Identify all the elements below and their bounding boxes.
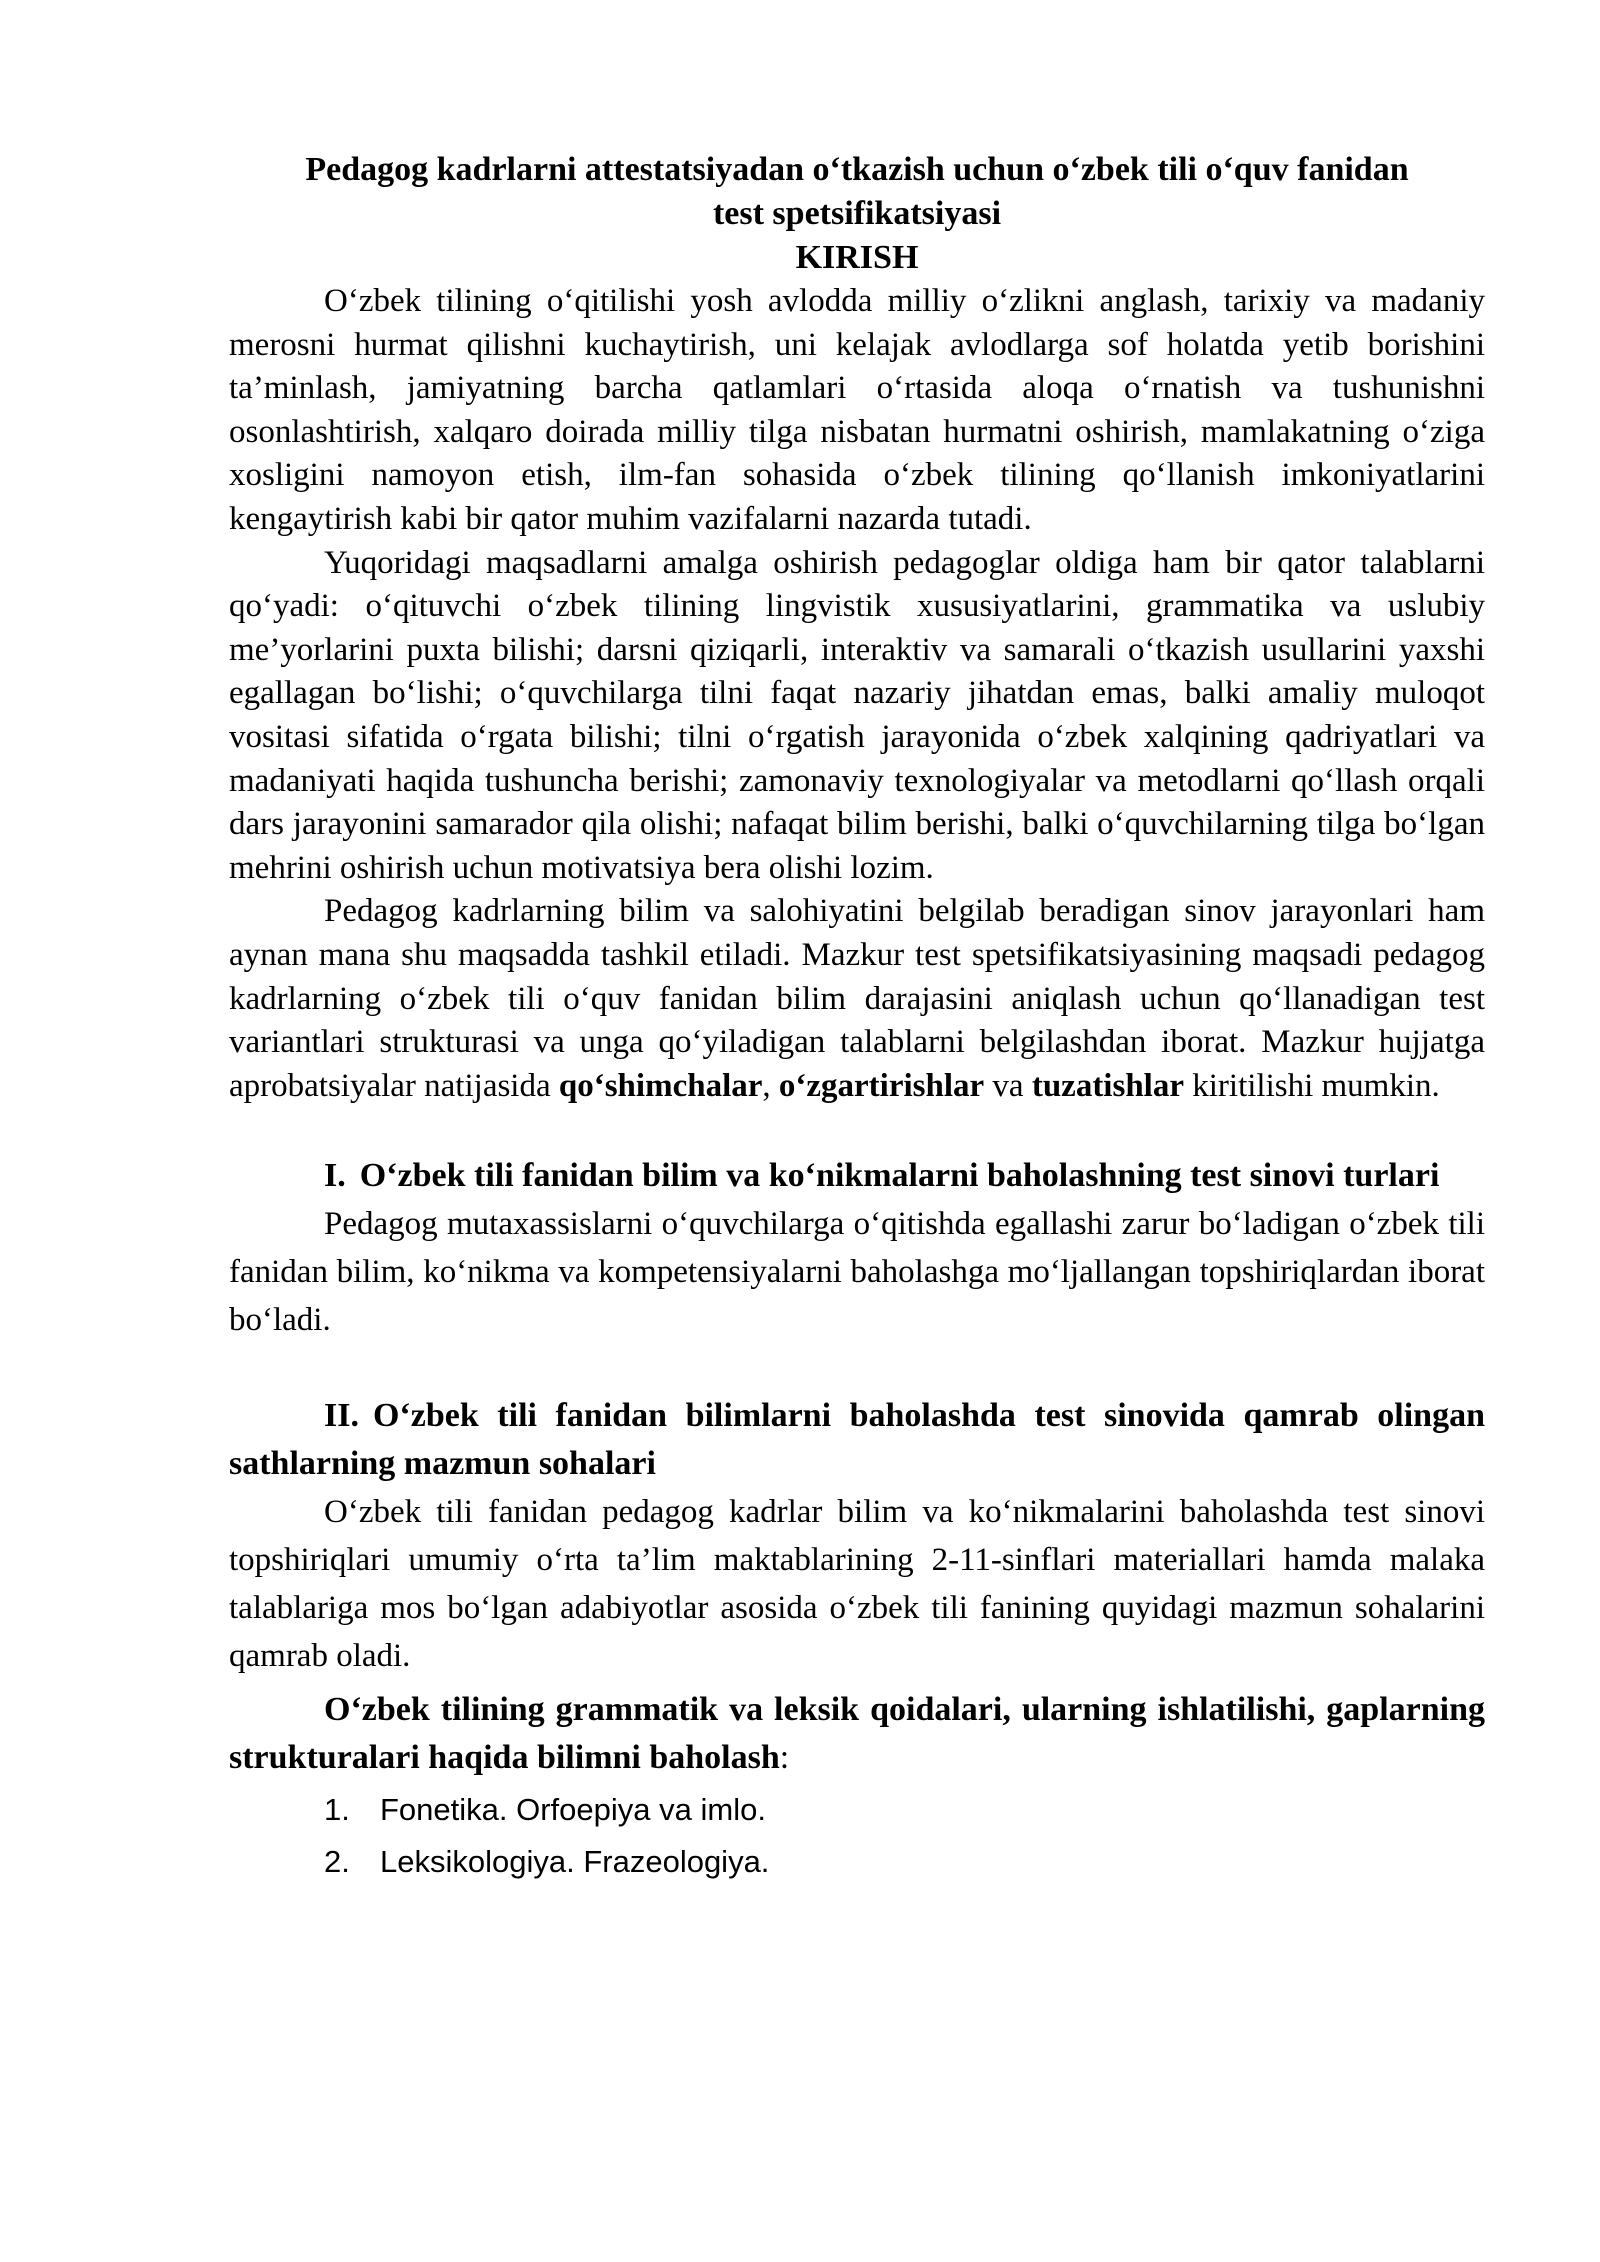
spacer xyxy=(229,1344,1485,1392)
document-page xyxy=(229,148,1485,1886)
section-2-lead-colon: : xyxy=(779,1739,790,1777)
section-2-number: II. xyxy=(324,1397,359,1435)
section-1-text: Pedagog mutaxassislarni o‘quvchilarga o‘qitishda egallashi zarur bo‘ladigan o‘zbek tili fanidan bilim, ko‘nikma va kompetensiyalarni baholashga mo‘ljallangan topshiriqlardan iborat bo‘ladi. xyxy=(229,1206,1485,1339)
bold-term-ozgartirishlar: o‘zgartirishlar xyxy=(778,1067,985,1104)
separator-comma: , xyxy=(762,1067,779,1104)
section-2-lead-text: O‘zbek tilining grammatik va leksik qoidalari, ularning ishlatilishi, gaplarning strukturalari haqida bilimni baholash xyxy=(229,1691,1485,1777)
intro-paragraph-3-text: Pedagog kadrlarning bilim va salohiyatini belgilab beradigan sinov jarayonlari ham aynan mana shu maqsadda tashkil etiladi. Mazkur test spetsifikatsiyasining maqsadi pedagog kadrlarning o‘zbek tili o‘quv fanidan bilim darajasini aniqlash uchun qo‘llanadigan test variantlari strukturasi va unga qo‘yiladigan talablarni belgilashdan iborat. Mazkur hujjatga aprobatsiyalar natijasida xyxy=(229,893,1485,1104)
spacer xyxy=(229,1108,1485,1152)
intro-paragraph-2: Yuqoridagi maqsadlarni amalga oshirish pedagoglar oldiga ham bir qator talablarni qo‘yadi: o‘qituvchi o‘zbek tilining lingvistik xususiyatlarini, grammatika va uslubiy me’yorlarini puxta bilishi; darsni qiziqarli, interaktiv va samarali o‘tkazish usullarini yaxshi egallagan bo‘lishi; o‘quvchilarga tilni faqat nazariy jihatdan emas, balki amaliy muloqot vositasi sifatida o‘rgata bilishi; tilni o‘rgatish jarayonida o‘zbek xalqining qadriyatlari va madaniyati haqida tushuncha berishi; zamonaviy texnologiyalar va metodlarni qo‘llash orqali dars jarayonini samarador qila olishi; nafaqat bilim berishi, balki o‘quvchilarning tilga bo‘lgan mehrini oshirish uchun motivatsiya bera olishi lozim. xyxy=(229,544,1485,886)
list-item-label: Leksikologiya. Frazeologiya. xyxy=(380,1844,770,1880)
document-title xyxy=(229,148,1485,236)
intro-paragraph-1: O‘zbek tilining o‘qitilishi yosh avlodda milliy o‘zlikni anglash, tarixiy va madaniy merosni hurmat qilishni kuchaytirish, uni kelajak avlodlarga sof holatda yetib borishini ta’minlash, jamiyatning barcha qatlamlari o‘rtasida aloqa o‘rnatish va tushunishni osonlashtirish, xalqaro doirada milliy tilga nisbatan hurmatni oshirish, mamlakatning o‘ziga xosligini namoyon etish, ilm-fan sohasida o‘zbek tilining qo‘llanish imkoniyatlarini kengaytirish kabi bir qator muhim vazifalarni nazarda tutadi. xyxy=(229,283,1485,537)
intro-paragraph-3-tail: kiritilishi mumkin. xyxy=(1184,1067,1440,1104)
list-item-number: 2. xyxy=(324,1844,350,1880)
intro-heading: KIRISH xyxy=(795,239,919,276)
list-item xyxy=(229,1786,1485,1834)
list-item xyxy=(229,1838,1485,1886)
section-1-heading xyxy=(229,1152,1485,1200)
intro-paragraph-3 xyxy=(229,890,1485,1108)
bold-term-tuzatishlar: tuzatishlar xyxy=(1031,1067,1184,1104)
topics-list xyxy=(229,1786,1485,1886)
section-2-title: O‘zbek tili fanidan bilimlarni baholashda test sinovida qamrab olingan sathlarning mazmun sohalari xyxy=(229,1397,1485,1483)
list-item-number: 1. xyxy=(324,1792,350,1828)
section-2-heading xyxy=(229,1392,1485,1488)
separator-va: va xyxy=(984,1067,1032,1104)
title-line-2: test spetsifikatsiyasi xyxy=(712,195,1002,232)
title-line-1: Pedagog kadrlarni attestatsiyadan o‘tkazish uchun o‘zbek tili o‘quv fanidan xyxy=(305,151,1409,188)
list-item-label: Fonetika. Orfoepiya va imlo. xyxy=(380,1792,766,1828)
bold-term-qoshimchalar: qo‘shimchalar xyxy=(558,1067,763,1104)
section-2-lead xyxy=(229,1686,1485,1782)
section-1-number: I. xyxy=(324,1157,346,1195)
section-1-title: O‘zbek tili fanidan bilim va ko‘nikmalarni baholashning test sinovi turlari xyxy=(359,1157,1440,1195)
section-2-text: O‘zbek tili fanidan pedagog kadrlar bilim va ko‘nikmalarini baholashda test sinovi topshiriqlari umumiy o‘rta ta’lim maktablarining 2-11-sinflari materiallari hamda malaka talablariga mos bo‘lgan adabiyotlar asosida o‘zbek tili fanining quyidagi mazmun sohalarini qamrab oladi. xyxy=(229,1494,1485,1675)
